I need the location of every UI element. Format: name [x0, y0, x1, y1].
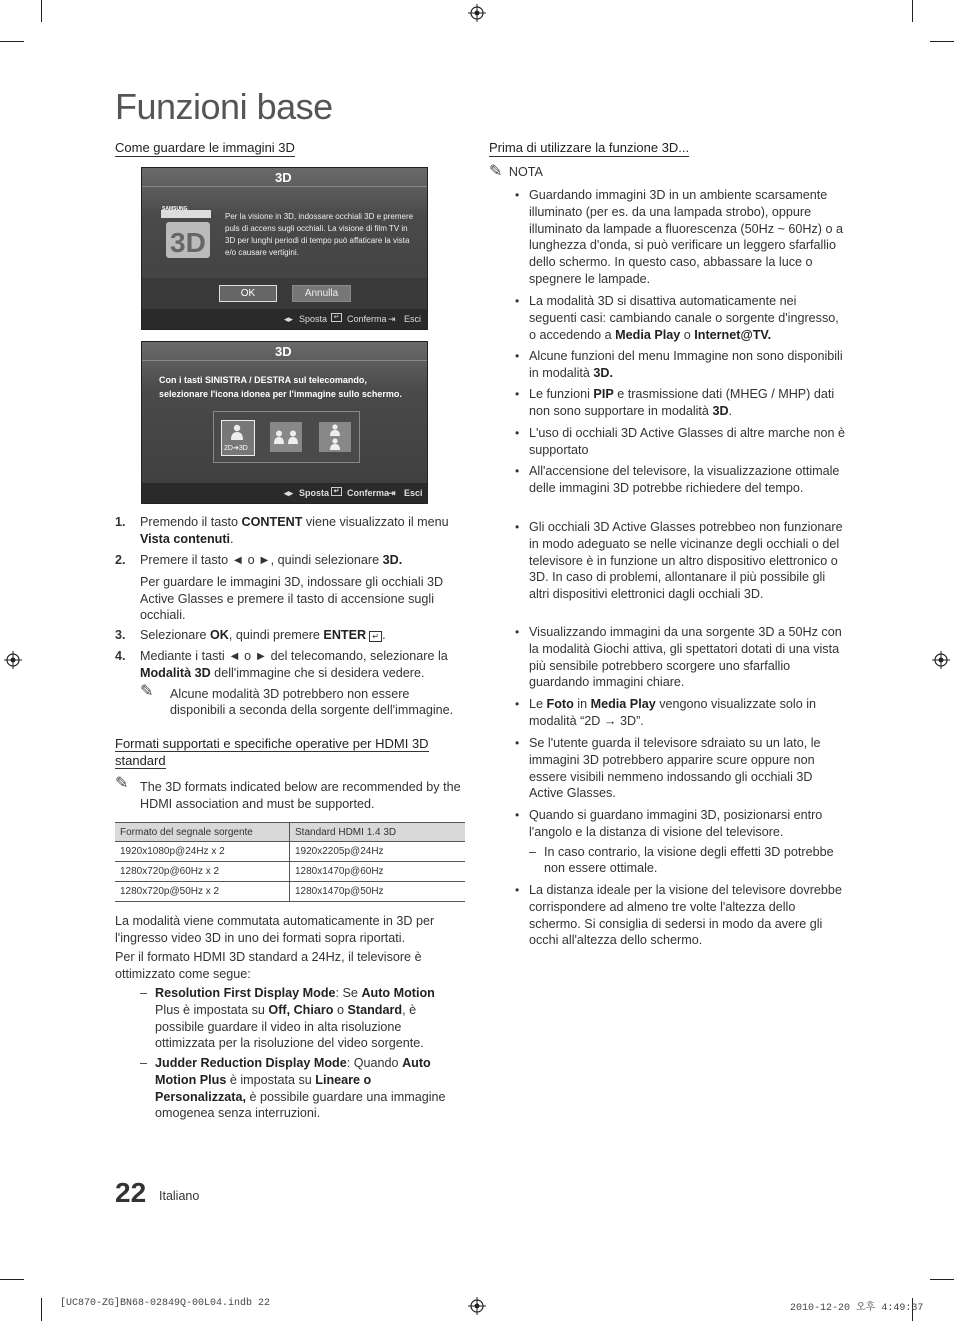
step-4-note: Alcune modalità 3D potrebbero non essere disponibili a seconda della sorgente dell'immagine. — [170, 686, 454, 718]
sub-item: In caso contrario, la visione degli effetti 3D potrebbe non essere ottimale. — [544, 844, 834, 876]
section-heading-before-3d: Prima di utilizzare la funzione 3D... — [489, 140, 690, 155]
footer-datetime: 2010-12-20 오후 4:49:37 — [790, 1303, 924, 1314]
tv-screen-3d-mode-select — [141, 341, 428, 504]
section-heading-how-to-watch-3d: Come guardare le immagini 3D — [115, 140, 295, 155]
step-4: 4. Mediante i tasti ◄ o ► del telecomando, selezionare la Modalità 3D dell'immagine che si desidera vedere. ✎ Alcune modalità 3D potrebbero non essere disponibili a seconda della sorgente dell'immagine. — [115, 649, 454, 718]
list-item: • La modalità 3D si disattiva automaticamente nei seguenti casi: cambiando canale o sorgente d'ingresso, o accedendo a Media Play o Internet@TV. — [515, 294, 839, 342]
tv-screen-3d-warning — [141, 167, 428, 330]
ok-button[interactable]: OK — [219, 285, 277, 302]
paragraph-24hz: Per il formato HDMI 3D standard a 24Hz, il televisore è ottimizzato come segue: — [115, 950, 422, 981]
registration-mark-icon — [932, 651, 950, 669]
dash-item-resolution-first: – Resolution First Display Mode: Se Auto Motion Plus è impostata su Off, Chiaro o Standard, è possibile guardare il video in alta risoluzione ottimizzata per la risoluzione del video sorgente. — [140, 986, 435, 1051]
enter-icon: ↵ — [331, 487, 342, 496]
cancel-button[interactable]: Annulla — [292, 285, 351, 302]
page-number: 22 — [115, 1177, 147, 1208]
list-item: • Le funzioni PIP e trasmissione dati (MHEG / MHP) dati non sono supportare in modalità 3D. — [515, 387, 835, 418]
table-row: 1280x720p@50Hz x 2 1280x1470p@50Hz — [115, 882, 465, 902]
list-item: • Se l'utente guarda il televisore sdraiato su un lato, le immagini 3D potrebbero apparire scure oppure non essere visibili nemmeno indossando gli occhiali 3D Active Glasses. — [515, 736, 821, 801]
crop-mark — [41, 0, 42, 22]
nav-move-label: Sposta — [299, 488, 330, 498]
arrow-left-right-icon: ◂▸ — [284, 488, 294, 498]
person-icon — [329, 438, 341, 450]
registration-mark-icon — [468, 4, 486, 22]
exit-icon: ⇥ — [388, 488, 396, 498]
page-language: Italiano — [159, 1189, 200, 1203]
screen-message: Con i tasti SINISTRA / DESTRA sul telecomando, selezionare l'icona idonea per l'immagine sullo schermo. — [159, 375, 402, 399]
paragraph-auto-3d: La modalità viene commutata automaticamente in 3D per l'ingresso video 3D in uno dei formati sopra riportati. — [115, 914, 435, 945]
crop-mark — [0, 41, 24, 42]
enter-icon: ↵ — [331, 313, 342, 322]
list-item: • La distanza ideale per la visione del televisore dovrebbe corrispondere ad almeno tre volte l'altezza dello schermo. Si consiglia di sedersi in modo da avere gli occhi all'altezza dello schermo. — [515, 883, 842, 948]
section-heading-hdmi-3d-formats: Formati supportati e specifiche operative per HDMI 3D standard — [115, 736, 429, 768]
pencil-note-icon: ✎ — [140, 682, 154, 700]
list-item: • L'uso di occhiali 3D Active Glasses di altre marche non è supportato — [515, 426, 846, 457]
hdmi-note: ✎ The 3D formats indicated below are recommended by the HDMI association and must be supported. — [115, 775, 461, 811]
table-header: Formato del segnale sorgente — [115, 823, 290, 842]
step-2: 2. Premere il tasto ◄ o ►, quindi selezionare 3D. Per guardare le immagini 3D, indossare gli occhiali 3D Active Glasses e premere il tasto di accensione sugli occhiali. — [115, 552, 465, 624]
table-row: 1280x720p@60Hz x 2 1280x1470p@60Hz — [115, 862, 465, 882]
nav-confirm-label: Conferma — [347, 488, 390, 498]
crop-mark — [930, 1279, 954, 1280]
nota-label: ✎ NOTA — [489, 163, 543, 180]
registration-mark-icon — [468, 1297, 486, 1315]
nav-move-label: Sposta — [299, 314, 328, 324]
table-header: Standard HDMI 1.4 3D — [290, 823, 466, 842]
pencil-note-icon: ✎ — [115, 775, 129, 792]
crop-mark — [912, 0, 913, 22]
pencil-note-icon: ✎ — [489, 163, 503, 180]
list-item: • Visualizzando immagini da una sorgente 3D a 50Hz con la modalità Giochi attiva, gli spettatori dotati di una vista più sensibile potrebbero scorgere uno sfarfallio guardando immagini chiare. — [515, 625, 842, 690]
exit-icon: ⇥ — [388, 314, 396, 324]
person-icon — [329, 424, 341, 436]
list-item: • Guardando immagini 3D in un ambiente scarsamente illuminato (per es. da una lampada strobo), oppure illuminato da lampade a fluorescenza (50Hz ~ 60Hz) o a lunghezza d'onda, si può verificare un leggero sfarfallio dello schermo. In questo caso, abbassare la luce o spegnere le lampade. — [515, 188, 843, 286]
mode-option-2d-to-3d[interactable] — [221, 420, 255, 456]
mode-option-label: 2D➔3D — [224, 445, 248, 452]
screen-message: Per la visione in 3D, indossare occhiali 3D e premere puls di accens sugli occhiali. La visione di film TV in 3D per lunghi periodi di tempo può affaticare la vista e/o causare vertigini. — [225, 212, 414, 257]
step-3: 3. Selezionare OK, quindi premere ENTER ↵ . — [115, 628, 386, 642]
registration-mark-icon — [4, 651, 22, 669]
crop-mark — [0, 1279, 24, 1280]
svg-text:3D: 3D — [170, 227, 206, 258]
arrow-left-right-icon: ◂▸ — [284, 314, 294, 324]
person-icon — [273, 430, 285, 444]
nav-exit-label: Esci — [404, 488, 423, 498]
list-item: • Alcune funzioni del menu Immagine non sono disponibili in modalità 3D. — [515, 349, 843, 380]
nav-exit-label: Esci — [404, 314, 422, 324]
person-icon — [230, 424, 244, 440]
table-row: 1920x1080p@24Hz x 2 1920x2205p@24Hz — [115, 842, 465, 862]
screen-title: 3D — [275, 344, 292, 359]
crop-mark — [41, 1298, 42, 1321]
page-title: Funzioni base — [115, 86, 333, 127]
screen-title: 3D — [275, 170, 292, 185]
list-item: • Quando si guardano immagini 3D, posizionarsi entro l'angolo e la distanza di visione del televisore. – In caso contrario, la visione degli effetti 3D potrebbe non essere ottimale. — [515, 808, 834, 876]
step-2-detail: Per guardare le immagini 3D, indossare gli occhiali 3D Active Glasses e premere il tasto di accensione sugli occhiali. — [140, 574, 444, 623]
footer-file-info: [UC870-ZG]BN68-02849Q-00L04.indb 22 — [60, 1298, 271, 1309]
mode-option-side-by-side[interactable] — [270, 422, 302, 452]
3d-logo-icon — [158, 204, 216, 262]
hdmi-format-table — [115, 822, 465, 902]
nav-confirm-label: Conferma — [347, 314, 387, 324]
mode-option-top-bottom[interactable] — [319, 422, 351, 452]
list-item: • All'accensione del televisore, la visualizzazione ottimale delle immagini 3D potrebbe richiedere del tempo. — [515, 464, 840, 495]
brand-logo: SAMSUNG — [162, 206, 188, 212]
enter-icon: ↵ — [369, 631, 382, 642]
list-item: • Gli occhiali 3D Active Glasses potrebbeo non funzionare in modo adeguato se nelle vicinanze degli occhiali o del televisore è in funzione un altro dispositivo elettronico o 3D. In caso di problemi, allontanare il più possibile gli altri dispositivi elettronici dagli occhiali 3D. — [515, 520, 843, 602]
dash-item-judder-reduction: – Judder Reduction Display Mode: Quando Auto Motion Plus è impostata su Lineare o Personalizzata, è possibile guardare una immagine omogenea senza interruzioni. — [140, 1056, 446, 1121]
crop-mark — [930, 41, 954, 42]
person-icon — [287, 430, 299, 444]
step-1: 1. Premendo il tasto CONTENT viene visualizzato il menu Vista contenuti. — [115, 515, 449, 546]
list-item: • Le Foto in Media Play vengono visualizzate solo in modalità “2D → 3D”. — [515, 697, 817, 728]
